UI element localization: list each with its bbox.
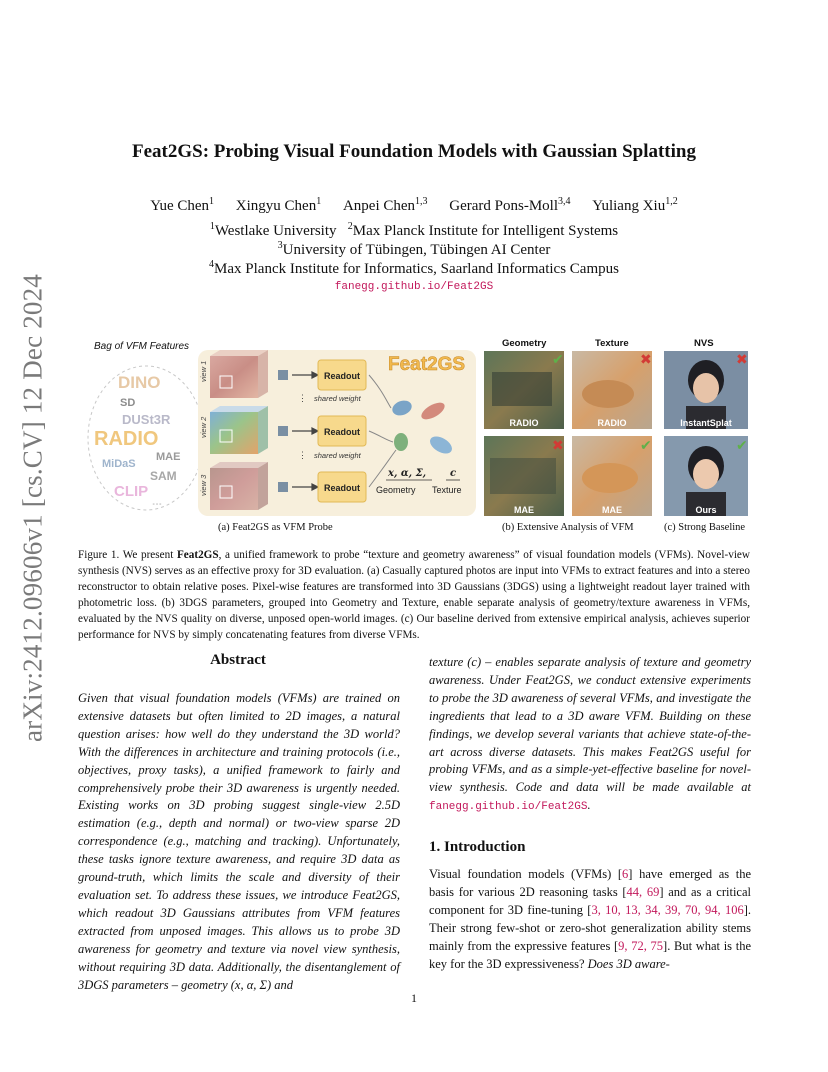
svg-text:⋮: ⋮	[298, 450, 307, 460]
author: Gerard Pons-Moll$^{3,4}$	[449, 196, 571, 214]
result-tile	[664, 436, 748, 516]
abstract-heading: Abstract	[210, 652, 266, 668]
svg-text:view 2: view 2	[199, 416, 208, 438]
figure-1-graphic	[86, 350, 756, 520]
paper-title: Feat2GS: Probing Visual Foundation Models with Gaussian Splatting	[132, 141, 696, 162]
subcaption-b: (b) Extensive Analysis of VFM	[502, 522, 634, 533]
svg-text:✖: ✖	[640, 352, 652, 368]
code-link[interactable]: fanegg.github.io/Feat2GS	[429, 801, 588, 814]
readout-box	[318, 472, 366, 502]
vfm-label: DINO	[118, 373, 161, 392]
texture-label: Texture	[432, 485, 462, 495]
vfm-label: SD	[120, 397, 136, 409]
vfm-label: ...	[152, 494, 163, 508]
affiliation-line: $^3$University of Tübingen, Tübingen AI Center	[277, 240, 551, 258]
svg-text:Readout: Readout	[324, 371, 360, 381]
subcaption-c: (c) Strong Baseline	[664, 522, 746, 533]
feat2gs-logo: Feat2GS	[388, 354, 466, 375]
result-tile	[484, 436, 564, 516]
svg-text:✔: ✔	[552, 352, 564, 368]
figure-caption: Figure 1. We present Feat2GS, a unified framework to probe “texture and geometry awareness” of visual foundation models (VFMs). Novel-view synthesis (NVS) serves as an effective proxy for 3D evaluation. (a) Casually captured photos are input into VFMs to extract features and into a stereo reconstructor to obtain relative poses. Pixel-wise features are transformed into 3D Gaussians (3DGS) using a lightweight readout layer trained with photometric loss. (b) 3DGS parameters, grouped into Geometry and Texture, enable separate analysis of geometry/texture awareness in VFMs, evaluated by the NVS quality on diverse, unposed open-world images. (c) Our baseline derived from extensive empirical analysis, achieves superior performance for NVS by simply concatenating features from diverse VFMs.	[78, 549, 750, 641]
readout-box	[318, 416, 366, 446]
vfm-label: DUSt3R	[122, 412, 171, 427]
result-tile	[572, 351, 652, 429]
author: Xingyu Chen$^1$	[235, 196, 322, 214]
feature-map-3	[210, 462, 268, 510]
svg-text:shared weight: shared weight	[314, 394, 361, 403]
panel-header-texture: Texture	[595, 338, 629, 349]
svg-text:⋮: ⋮	[298, 393, 307, 403]
panel-header-geometry: Geometry	[502, 338, 547, 349]
vfm-label: MiDaS	[102, 458, 136, 470]
feature-map-2	[210, 406, 268, 454]
svg-text:✖: ✖	[736, 352, 748, 368]
affiliation-line: $^4$Max Planck Institute for Informatics, Saarland Informatics Campus	[209, 259, 619, 277]
result-tile	[572, 436, 652, 516]
feature-map-1	[210, 350, 268, 398]
author-list	[0, 196, 828, 215]
svg-text:✔: ✔	[640, 438, 652, 454]
abstract-continued: texture (c) – enables separate analysis of texture and geometry awareness. Under Feat2GS, we conduct extensive experiments to probe the 3D awareness of several VFMs, and investigate the ingredients that lead to a 3D aware VFM. Building on these findings, we develop several variants that achieve state-of-the-art across diverse datasets. This makes Feat2GS useful for probing VFMs, and as a simple-yet-effective baseline for novel-view synthesis. Code and data will be made available at fanegg.github.io/Feat2GS.	[429, 655, 751, 814]
svg-text:view 1: view 1	[199, 360, 208, 382]
svg-text:x, α, Σ,: x, α, Σ,	[388, 468, 427, 479]
vfm-label: RADIO	[94, 428, 159, 450]
author: Yuliang Xiu$^{1,2}$	[592, 196, 678, 214]
result-tile	[484, 351, 564, 429]
subcaption-a: (a) Feat2GS as VFM Probe	[218, 522, 333, 533]
svg-text:Readout: Readout	[324, 483, 360, 493]
svg-text:✔: ✔	[736, 438, 748, 454]
arxiv-stamp-text: arXiv:2412.09606v1 [cs.CV] 12 Dec 2024	[17, 273, 48, 743]
arxiv-stamp	[10, 273, 56, 743]
svg-text:RADIO: RADIO	[597, 418, 627, 428]
svg-text:✖: ✖	[552, 438, 564, 454]
author: Yue Chen$^1$	[150, 196, 215, 214]
svg-text:view 3: view 3	[199, 474, 208, 496]
result-tile	[664, 351, 748, 429]
svg-text:MAE: MAE	[514, 505, 534, 515]
project-link[interactable]: fanegg.github.io/Feat2GS	[334, 281, 494, 293]
intro-text: Visual foundation models (VFMs) [6] have emerged as the basis for various 2D reasoning tasks [44, 69] and as a critical component for 3D fine-tuning [3, 10, 13, 34, 39, 70, 94, 106]. Their strong few-shot or zero-shot generalization ability stems mainly from the expressive features [9, 72, 75]. But what is the key for the 3D expressiveness? Does 3D aware-	[429, 867, 752, 971]
panel-header-nvs: NVS	[694, 338, 714, 349]
svg-text:InstantSplat: InstantSplat	[680, 418, 732, 428]
intro-heading: 1. Introduction	[429, 839, 526, 855]
abstract-text: Given that visual foundation models (VFMs) are trained on extensive datasets but often limited to 2D images, a natural question arises: how well do they understand the 3D world? With the differences in architecture and training protocols (i.e., objectives, proxy tasks), a unified framework to fairly and comprehensively probe their 3D awareness is urgently needed. Existing works on 3D probing suggest single-view 2.5D estimation (e.g., depth and normal) or two-view sparse 2D correspondence (e.g., matching and tracking). Unfortunately, these tasks ignore texture awareness, and require 3D data as ground-truth, which limits the scale and diversity of their evaluation set. To address these issues, we introduce Feat2GS, which readout 3D Gaussians attributes from VFM features extracted from unposed images. This allows us to probe 3D awareness for geometry and texture via novel view synthesis, without requiring 3D data. Additionally, the disentanglement of 3DGS parameters – geometry (x, α, Σ) and	[78, 691, 400, 992]
bag-of-features-title: Bag of VFM Features	[94, 341, 190, 352]
vfm-label: SAM	[150, 469, 177, 483]
svg-text:Readout: Readout	[324, 427, 360, 437]
geometry-label: Geometry	[376, 485, 416, 495]
readout-box	[318, 360, 366, 390]
vfm-label: CLIP	[114, 483, 149, 500]
svg-text:shared weight: shared weight	[314, 451, 361, 460]
svg-text:Ours: Ours	[695, 505, 717, 515]
svg-text:MAE: MAE	[602, 505, 622, 515]
page-number: 1	[411, 991, 417, 1005]
author: Anpei Chen$^{1,3}$	[342, 196, 428, 214]
vfm-label: MAE	[156, 451, 181, 463]
svg-text:c: c	[450, 468, 457, 479]
svg-text:RADIO: RADIO	[509, 418, 539, 428]
affiliation-line: $^1$Westlake University $^2$Max Planck Institute for Intelligent Systems	[209, 221, 619, 239]
